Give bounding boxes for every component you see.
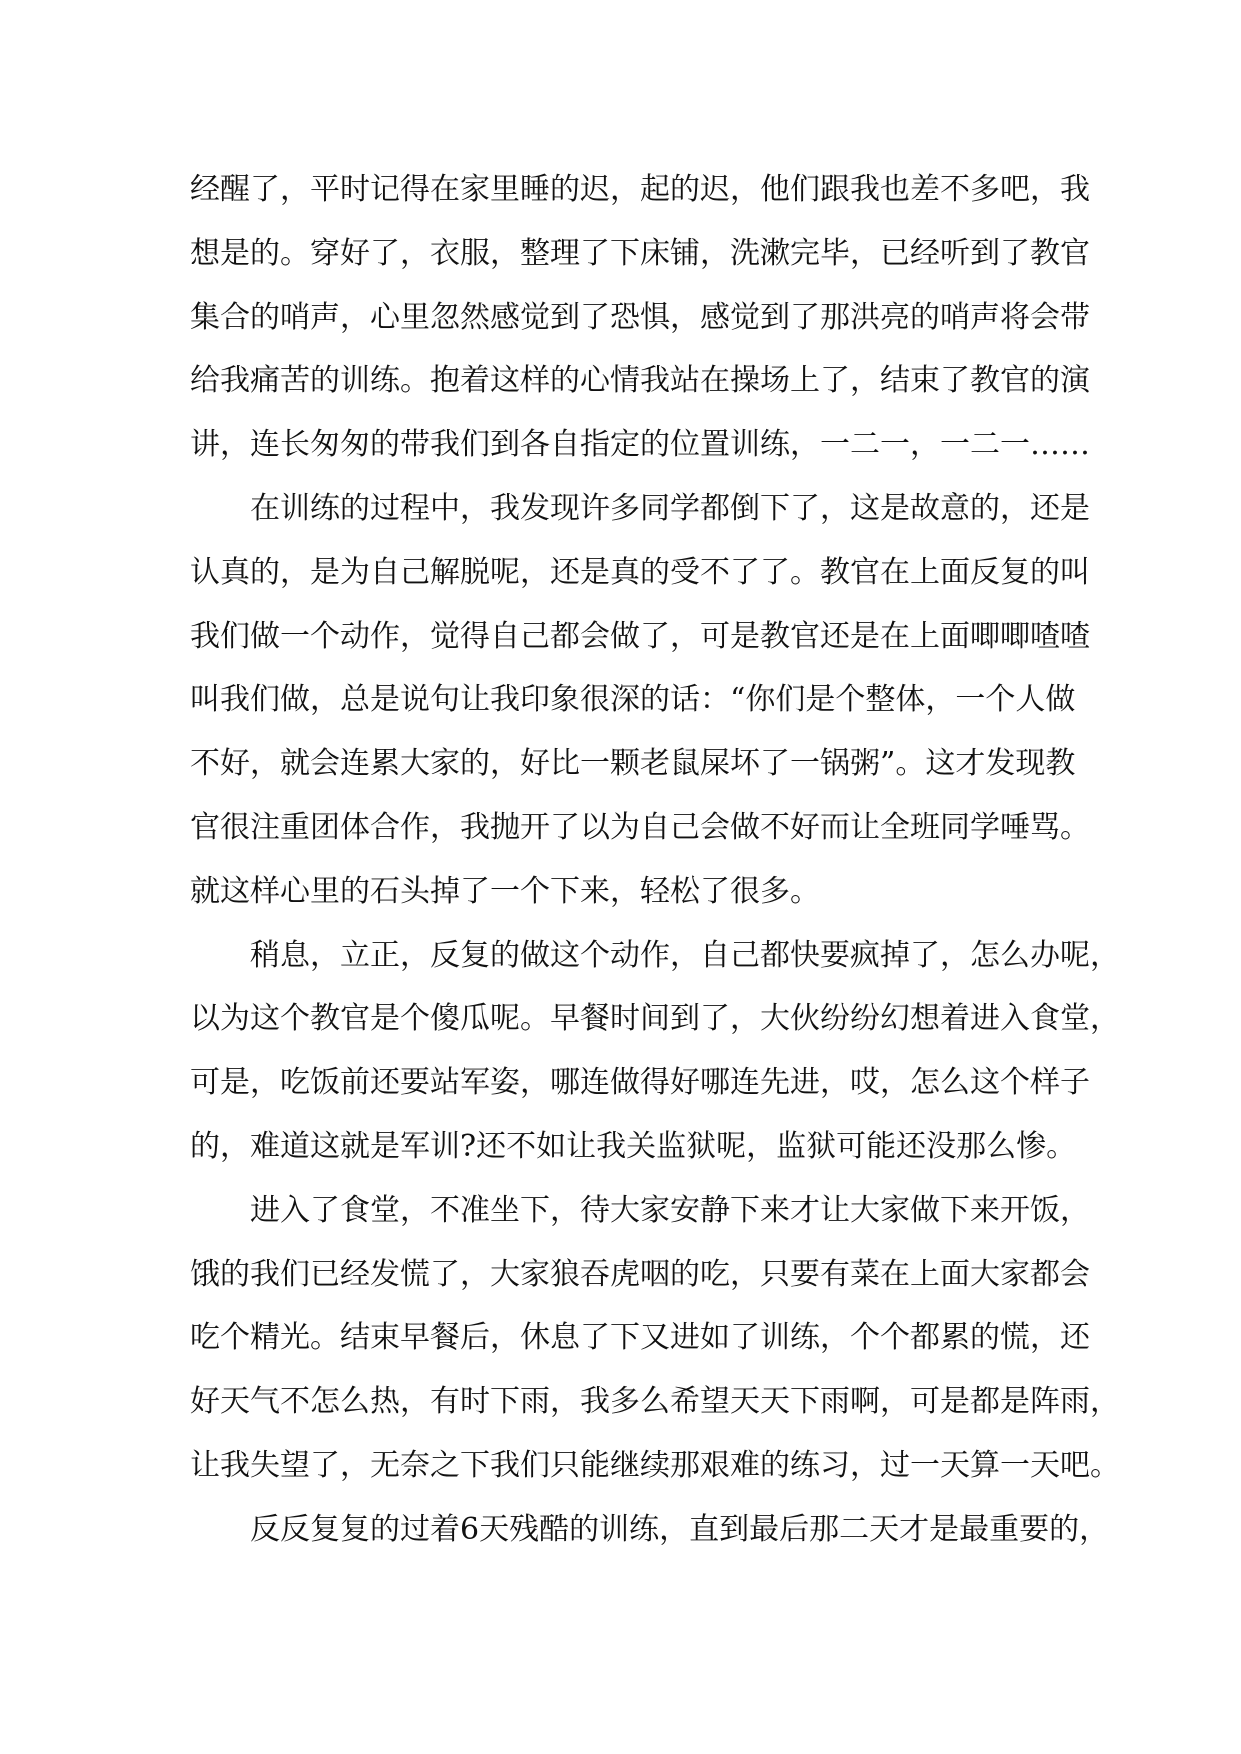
text-line: 饿的我们已经发慌了，大家狼吞虎咽的吃，只要有菜在上面大家都会 — [190, 1256, 1090, 1292]
text-line: 讲，连长匆匆的带我们到各自指定的位置训练，一二一，一二一…… — [190, 427, 1090, 463]
paragraph-first-line: 在训练的过程中，我发现许多同学都倒下了，这是故意的，还是 — [250, 490, 1090, 526]
body-text — [190, 158, 1120, 1562]
text-line: 叫我们做，总是说句让我印象很深的话：“你们是个整体，一个人做 — [190, 682, 1076, 718]
text-line: 经醒了，平时记得在家里睡的迟，起的迟，他们跟我也差不多吧，我 — [190, 172, 1090, 207]
paragraph-first-line: 稍息，立正，反复的做这个动作，自己都快要疯掉了，怎么办呢， — [250, 937, 1120, 973]
text-line: 集合的哨声，心里忽然感觉到了恐惧，感觉到了那洪亮的哨声将会带 — [190, 299, 1090, 335]
text-line: 我们做一个动作，觉得自己都会做了，可是教官还是在上面唧唧喳喳 — [190, 618, 1090, 654]
text-line: 可是，吃饭前还要站军姿，哪连做得好哪连先进，哎，怎么这个样子 — [190, 1065, 1090, 1101]
text-line: 好天气不怎么热，有时下雨，我多么希望天天下雨啊，可是都是阵雨， — [190, 1384, 1120, 1420]
text-line: 官很注重团体合作，我抛开了以为自己会做不好而让全班同学唾骂。 — [190, 809, 1090, 845]
text-line: 以为这个教官是个傻瓜呢。早餐时间到了，大伙纷纷幻想着进入食堂， — [190, 1001, 1120, 1037]
text-line: 想是的。穿好了，衣服，整理了下床铺，洗漱完毕，已经听到了教官 — [190, 235, 1090, 271]
paragraph-first-line: 进入了食堂，不准坐下，待大家安静下来才让大家做下来开饭， — [250, 1192, 1090, 1228]
text-line: 就这样心里的石头掉了一个下来，轻松了很多。 — [190, 873, 820, 909]
text-line: 让我失望了，无奈之下我们只能继续那艰难的练习，过一天算一天吧。 — [190, 1447, 1120, 1483]
text-line: 吃个精光。结束早餐后，休息了下又进如了训练，个个都累的慌，还 — [190, 1320, 1090, 1356]
text-line: 给我痛苦的训练。抱着这样的心情我站在操场上了，结束了教官的演 — [190, 363, 1090, 399]
text-line: 的，难道这就是军训?还不如让我关监狱呢，监狱可能还没那么惨。 — [190, 1128, 1077, 1164]
text-line: 认真的，是为自己解脱呢，还是真的受不了了。教官在上面反复的叫 — [190, 554, 1090, 590]
paragraph-first-line: 反反复复的过着6天残酷的训练，直到最后那二天才是最重要的， — [250, 1511, 1110, 1547]
text-line: 不好，就会连累大家的，好比一颗老鼠屎坏了一锅粥”。这才发现教 — [190, 746, 1076, 782]
